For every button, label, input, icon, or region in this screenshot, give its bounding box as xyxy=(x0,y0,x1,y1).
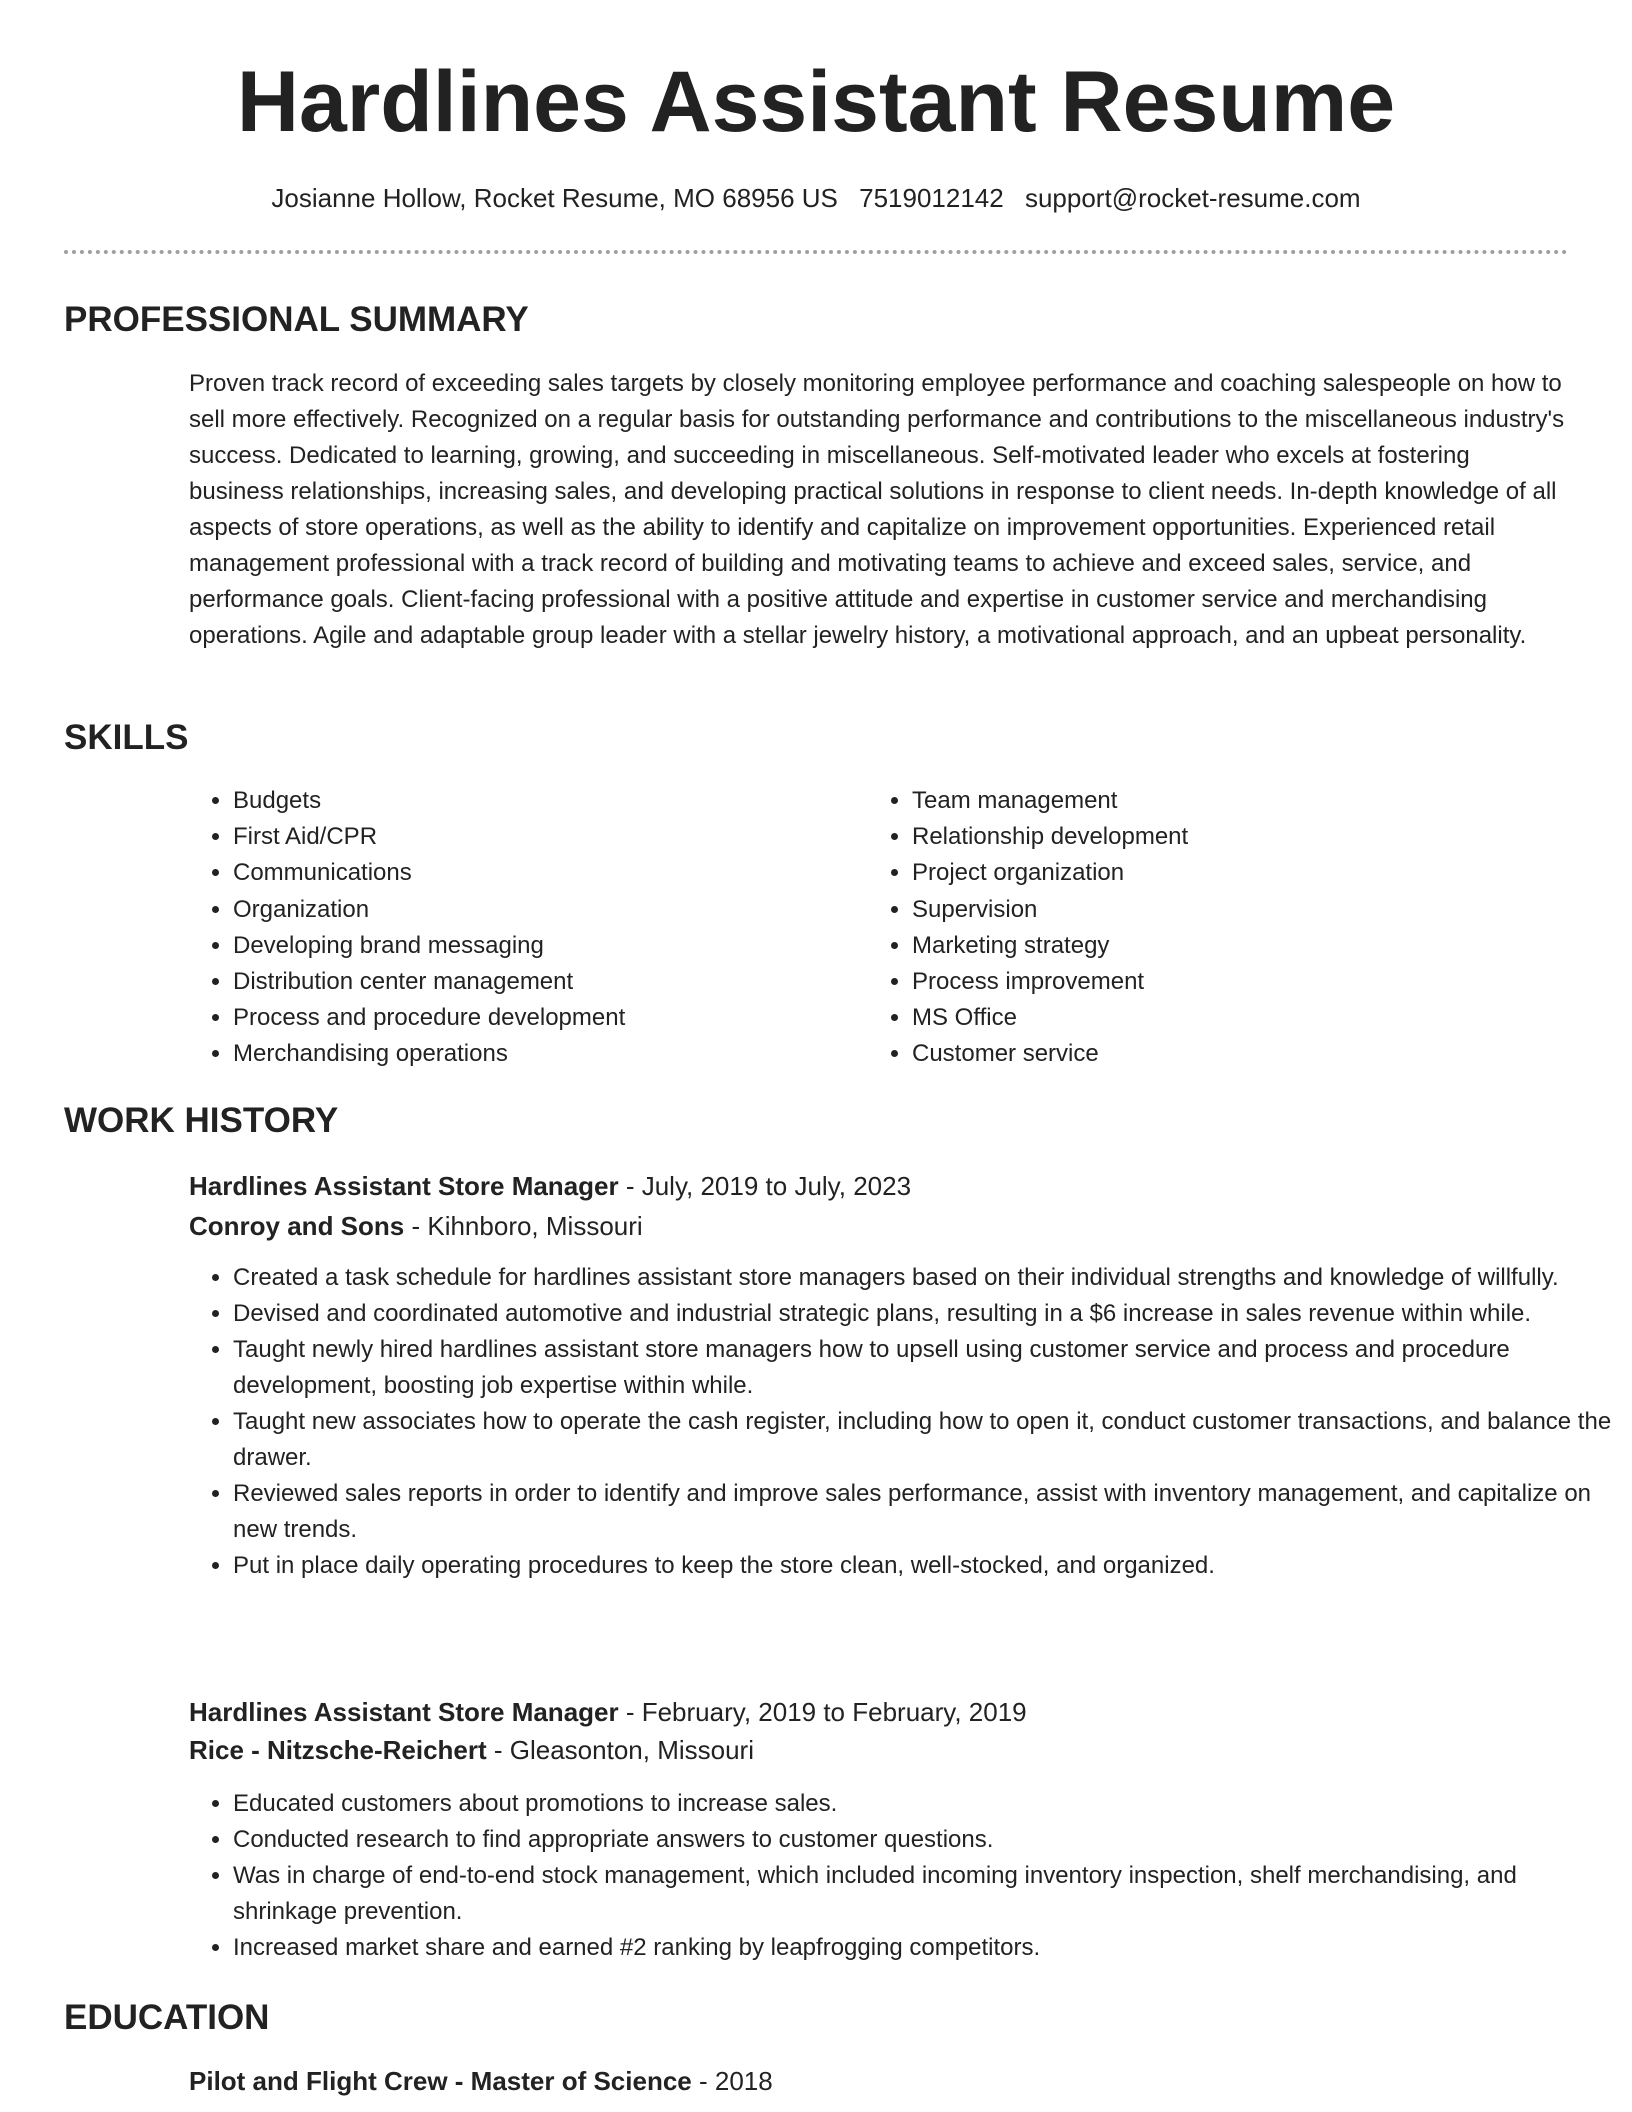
job-bullet: • Devised and coordinated automotive and industrial strategic plans, resulting in a $6 increase in sales revenue within while. xyxy=(233,1296,1617,1332)
job-title-line xyxy=(189,1167,911,1205)
education-year: - 2018 xyxy=(691,2066,773,2096)
job-location: - Gleasonton, Missouri xyxy=(486,1735,754,1765)
job-company-line xyxy=(189,1731,754,1769)
summary-text: Proven track record of exceeding sales targets by closely monitoring employee performance and coaching salespeople on how to sell more effectively. Recognized on a regular basis for outstanding performance and contributions to the miscellaneous industry's success. Dedicated to learning, growing, and succeeding in miscellaneous. Self-motivated leader who excels at fostering business relationships, increasing sales, and developing practical solutions in response to client needs. In-depth knowledge of all aspects of store operations, as well as the ability to identify and capitalize on improvement opportunities. Experienced retail management professional with a track record of building and motivating teams to achieve and exceed sales, service, and performance goals. Client-facing professional with a positive attitude and expertise in customer service and merchandising operations. Agile and adaptable group leader with a stellar jewelry history, a motivational approach, and an upbeat personality. xyxy=(189,370,1565,649)
skill-item: • Project organization xyxy=(912,855,1188,891)
job-location: - Kihnboro, Missouri xyxy=(404,1211,643,1241)
contact-address: Josianne Hollow, Rocket Resume, MO 68956 US xyxy=(271,183,838,213)
job-title: Hardlines Assistant Store Manager xyxy=(189,1171,619,1201)
job-bullet: • Created a task schedule for hardlines assistant store managers based on their individual strengths and knowledge of willfully. xyxy=(233,1260,1617,1296)
skill-item: • Distribution center management xyxy=(233,964,625,1000)
job-bullet: • Educated customers about promotions to increase sales. xyxy=(233,1786,1617,1822)
skill-item: • Team management xyxy=(912,783,1188,819)
education-heading: EDUCATION xyxy=(64,1998,270,2037)
skill-item: • First Aid/CPR xyxy=(233,819,625,855)
skills-list-left xyxy=(189,783,625,1073)
job-bullets xyxy=(189,1786,1617,1966)
work-heading: WORK HISTORY xyxy=(64,1101,339,1140)
job-bullet: • Was in charge of end-to-end stock management, which included incoming inventory inspection, shelf merchandising, and shrinkage prevention. xyxy=(233,1858,1617,1930)
job-bullet: • Conducted research to find appropriate answers to customer questions. xyxy=(233,1822,1617,1858)
education-line xyxy=(189,2062,773,2100)
contact-line xyxy=(0,180,1632,216)
skill-item: • Process and procedure development xyxy=(233,1000,625,1036)
resume-title: Hardlines Assistant Resume xyxy=(236,54,1396,150)
job-title-line xyxy=(189,1693,1027,1731)
job-company: Conroy and Sons xyxy=(189,1211,405,1241)
job-bullet: • Increased market share and earned #2 ranking by leapfrogging competitors. xyxy=(233,1930,1617,1966)
job-company: Rice - Nitzsche-Reichert xyxy=(189,1735,487,1765)
skill-item: • Marketing strategy xyxy=(912,928,1188,964)
job-company-line xyxy=(189,1207,643,1245)
job-title: Hardlines Assistant Store Manager xyxy=(189,1697,619,1727)
skills-list-right xyxy=(868,783,1188,1073)
skill-item: • Supervision xyxy=(912,892,1188,928)
skill-item: • Developing brand messaging xyxy=(233,928,625,964)
contact-phone: 7519012142 xyxy=(859,183,1004,213)
skill-item: • MS Office xyxy=(912,1000,1188,1036)
contact-email: support@rocket-resume.com xyxy=(1024,183,1361,213)
skill-item: • Communications xyxy=(233,855,625,891)
job-dates: - July, 2019 to July, 2023 xyxy=(618,1171,912,1201)
skill-item: • Budgets xyxy=(233,783,625,819)
job-bullets xyxy=(189,1260,1617,1584)
job-dates: - February, 2019 to February, 2019 xyxy=(618,1697,1027,1727)
skill-item: • Process improvement xyxy=(912,964,1188,1000)
job-bullet: • Reviewed sales reports in order to identify and improve sales performance, assist with inventory management, and capitalize on new trends. xyxy=(233,1476,1617,1548)
skill-item: • Merchandising operations xyxy=(233,1036,625,1072)
skill-item: • Relationship development xyxy=(912,819,1188,855)
job-bullet: • Taught new associates how to operate the cash register, including how to open it, conduct customer transactions, and balance the drawer. xyxy=(233,1404,1617,1476)
job-bullet: • Taught newly hired hardlines assistant store managers how to upsell using customer service and process and procedure development, boosting job expertise within while. xyxy=(233,1332,1617,1404)
education-degree: Pilot and Flight Crew - Master of Science xyxy=(189,2066,692,2096)
skill-item: • Organization xyxy=(233,892,625,928)
skills-heading: SKILLS xyxy=(64,718,189,757)
job-bullet: • Put in place daily operating procedures to keep the store clean, well-stocked, and organized. xyxy=(233,1548,1617,1584)
skill-item: • Customer service xyxy=(912,1036,1188,1072)
summary-heading: PROFESSIONAL SUMMARY xyxy=(64,300,529,339)
header-divider xyxy=(64,250,1568,254)
